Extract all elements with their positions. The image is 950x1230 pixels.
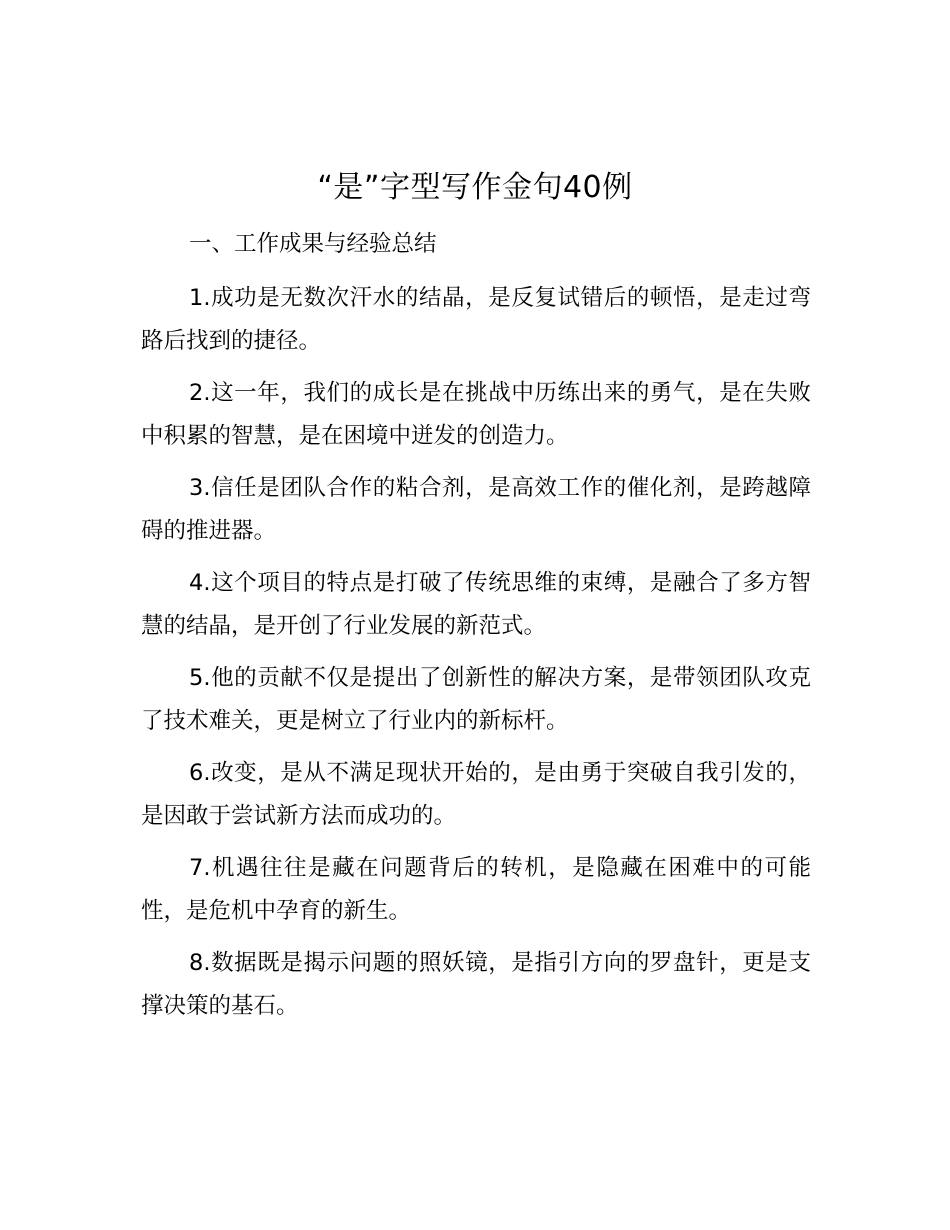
document-body [141, 222, 811, 1028]
paragraph-5: 5.他的贡献不仅是提出了创新性的解决方案，是带领团队攻克了技术难关，更是树立了行业内的新标杆。 [141, 665, 811, 734]
paragraph-3: 3.信任是团队合作的粘合剂，是高效工作的催化剂，是跨越障碍的推进器。 [141, 475, 811, 544]
paragraph-1: 1.成功是无数次汗水的结晶，是反复试错后的顿悟，是走过弯路后找到的捷径。 [141, 285, 811, 354]
paragraph-6: 6.改变，是从不满足现状开始的，是由勇于突破自我引发的，是因敢于尝试新方法而成功的。 [141, 760, 811, 829]
document-title: “是”字型写作金句40例 [317, 170, 633, 205]
section-heading: 一、工作成果与经验总结 [189, 231, 437, 257]
paragraph-2: 2.这一年，我们的成长是在挑战中历练出来的勇气，是在失败中积累的智慧，是在困境中迸发的创造力。 [141, 380, 811, 449]
paragraph-7: 7.机遇往往是藏在问题背后的转机，是隐藏在困难中的可能性，是危机中孕育的新生。 [141, 855, 811, 924]
paragraph-8: 8.数据既是揭示问题的照妖镜，是指引方向的罗盘针，更是支撑决策的基石。 [141, 950, 811, 1019]
paragraph-4: 4.这个项目的特点是打破了传统思维的束缚，是融合了多方智慧的结晶，是开创了行业发展的新范式。 [141, 570, 811, 639]
